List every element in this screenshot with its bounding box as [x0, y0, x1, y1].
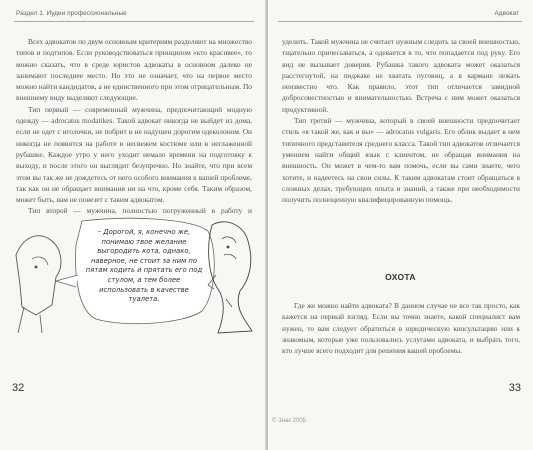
right-paragraph-2: Тип третий — мужчина, который в своей внешности предпочитает стиль «я такой же, как и вы» — adrocatus vulgaris. Его облик выдает в нем типичного представителя среднего класса. Такой тип адвокатов отличается умением найти общий язык с клиентом, не обращая внимания на внешность. Он может в чем-то вам помочь, если вы сами знаете, чего хотите, и надеетесь на свои силы. К таким адвокатам стоит обращаться в сложных делах, требующих опыта и знаний, а также при необходимости получить полноценную квалифицированную помощь.: [282, 116, 520, 205]
header-rule-left: [14, 21, 254, 22]
left-paragraph-1: Всех адвокатов по двум основным критериям разделяют на множество типов и подтипов. Если руководствоваться принципом «кто красивее», то можно сказать, что в среде юристов адвокаты в основном далеко не занимают последнее место. Но это не означает, что на первое место можно найти кандидатов, а не единственного при этом отрицательным. По внешнему виду выделяют следующие.: [16, 37, 252, 103]
left-body-text: [16, 36, 252, 239]
running-header-left: Раздел 1. Иудеи профессиональные: [16, 10, 127, 17]
page-number-right: 33: [508, 382, 521, 394]
right-body-text: [282, 36, 520, 205]
section-title: ОХОТА: [385, 272, 416, 282]
page-number-left: 32: [12, 382, 25, 394]
right-paragraph-1: уделить. Такой мужчина не считает нужным следить за своей внешностью, тщательно причесываться, а одевается в то, что попадается под руку. Его вид не вызывает доверия. Рубашка такого адвоката может оказаться расстегнутой, на пиджаке не хватать пуговиц, а в кармане лежать неизвестно что. Как правило, этот тип отличается завидной добросовестностью и внимательностью. Встреча с ним может оказаться продуктивной.: [282, 37, 520, 114]
left-paragraph-3: Тип второй — мужчина, полностью погруженный в работу и: [28, 206, 252, 216]
speech-bubble-text: – Дорогой, я, конечно же, понимаю твое желание выгородить кота, однако, наверное, не стоит за ним по пятам ходить и прятать его под стулом, а тем более использовать в качестве туалета.: [85, 228, 203, 304]
header-rule-right: [278, 21, 522, 22]
section-paragraph-1: Где же можно найти адвоката? В данном случае не все так просто, как кажется на первый взгляд. Если вы точно знаете, какой специалист вам нужен, то вам следует обратиться в юридическую консультацию или к знакомым, которые уже пользовались услугами адвоката, и выбрать того, кто лучше всего подходит для решения вашей проблемы.: [282, 301, 520, 356]
section-body-text: [282, 300, 520, 356]
right-page: [268, 0, 533, 450]
left-paragraph-2: Тип первый — современный мужчина, предпочитающий модную одежду — adrocatus modatikes. Такой адвокат никогда не выйдет из дома, если не одет с иголочки, не побрит и не надушен дорогим одеколоном. Он никогда не появится на работе в несвежем костюме или в неглаженной рубашке. Каждое утро у него уходит немало времени на подготовку к выходу, и после этого он выглядит безупречно. Но знайте, что при всем этом вы так же не дождетесь от него особого внимания к вашей проблеме, так как он не обращает внимания ни на что, кроме себя. Таким образом, может быть, вам не повезет с таким адвокатом.: [16, 104, 252, 205]
running-header-right: Адвокат: [494, 10, 519, 17]
copyright-mark: © Знак 2005: [272, 418, 307, 424]
